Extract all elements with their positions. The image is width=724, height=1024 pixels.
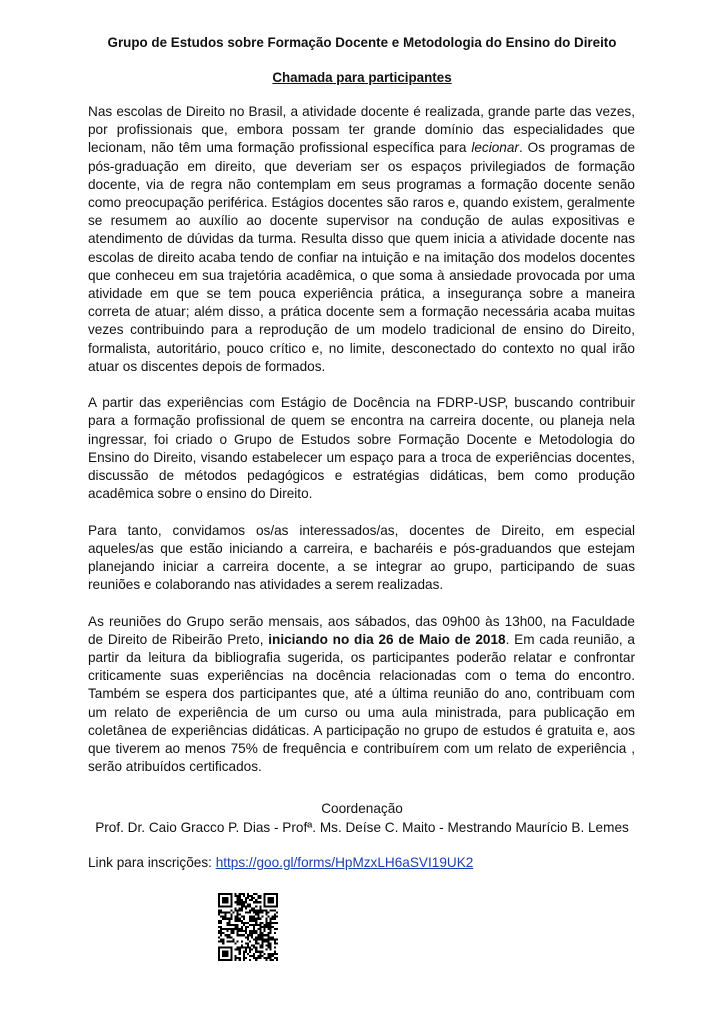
paragraph-1-text-a: Nas escolas de Direito no Brasil, a atividade docente é realizada, grande parte das vezes, por profissionais que, embora possam ter grande domínio das especialidades que lecionam, não têm uma formação profissional específica para [88,104,635,156]
paragraph-1-emphasis: lecionar [471,140,519,156]
paragraph-4 [88,613,635,777]
coordination-block [0,800,724,837]
paragraph-3: Para tanto, convidamos os/as interessados/as, docentes de Direito, em especial aqueles/as que estão iniciando a carreira, e bacharéis e pós-graduandos que estejam planejando iniciar a carreira docente, a se integrar ao grupo, participando de suas reuniões e colaborando nas atividades a serem realizadas. [88,522,635,593]
qr-code-graphic [218,893,278,961]
paragraph-4-text-a: As reuniões do Grupo serão mensais, aos sábados, das 09h00 às 13h00, na Faculdade de Direito de Ribeirão Preto, [88,613,635,647]
document-subtitle: Chamada para participantes [272,70,452,85]
coordination-label: Coordenação [321,801,403,816]
document-body [88,103,635,795]
document-title: Grupo de Estudos sobre Formação Docente e Metodologia do Ensino do Direito [107,35,617,50]
qr-code-icon [218,893,278,966]
paragraph-4-start-date: iniciando no dia 26 de Maio de 2018 [268,631,506,647]
registration-line [88,855,473,870]
paragraph-1-text-b: . Os programas de pós-graduação em direito, que deveriam ser os espaços privilegiados de formação docente, via de regra não contemplam em seus programas a formação docente senão como preocupação periférica. Estágios docentes são raros e, quando existem, geralmente se resumem ao auxílio ao docente supervisor na condução de aulas expositivas e atendimento de dúvidas da turma. Resulta disso que quem inicia a atividade docente nas escolas de direito acaba tendo de confiar na intuição e na imitação dos modelos docentes que conheceu em sua trajetória acadêmica, o que soma à ansiedade provocada por uma atividade em que se tem pouca experiência prática, a insegurança sobre a maneira correta de atuar; além disso, a prática docente sem a formação necessária acaba muitas vezes contribuindo para a reprodução de um modelo tradicional de ensino do Direito, formalista, autoritário, pouco crítico e, no limite, desconectado do contexto no qual irão atuar os discentes depois de formados. [88,140,636,374]
registration-label: Link para inscrições: [88,855,216,870]
paragraph-2: A partir das experiências com Estágio de Docência na FDRP-USP, buscando contribuir para a formação profissional de quem se encontra na carreira docente, ou planeja nela ingressar, foi criado o Grupo de Estudos sobre Formação Docente e Metodologia do Ensino do Direito, visando estabelecer um espaço para a troca de experiências docentes, discussão de métodos pedagógicos e estratégias didáticas, bem como produção acadêmica sobre o ensino do Direito. [88,395,635,502]
paragraph-4-text-b: . Em cada reunião, a partir da leitura da bibliografia sugerida, os participantes poderão relatar e confrontar criticamente suas experiências na docência relacionadas com o tema do encontro. Também se espera dos participantes que, até a última reunião do ano, contribuam com um relato de experiência de um curso ou uma aula ministrada, para publicação em coletânea de experiências didáticas. A participação no grupo de estudos é gratuita e, aos que tiverem ao menos 75% de frequência e contribuírem com um relato de experiência , serão atribuídos certificados. [88,631,635,775]
paragraph-1 [88,103,635,376]
coordination-names: Prof. Dr. Caio Gracco P. Dias - Profª. Ms. Deíse C. Maito - Mestrando Maurício B. Lemes [95,819,629,835]
registration-link[interactable]: https://goo.gl/forms/HpMzxLH6aSVI19UK2 [215,855,474,870]
